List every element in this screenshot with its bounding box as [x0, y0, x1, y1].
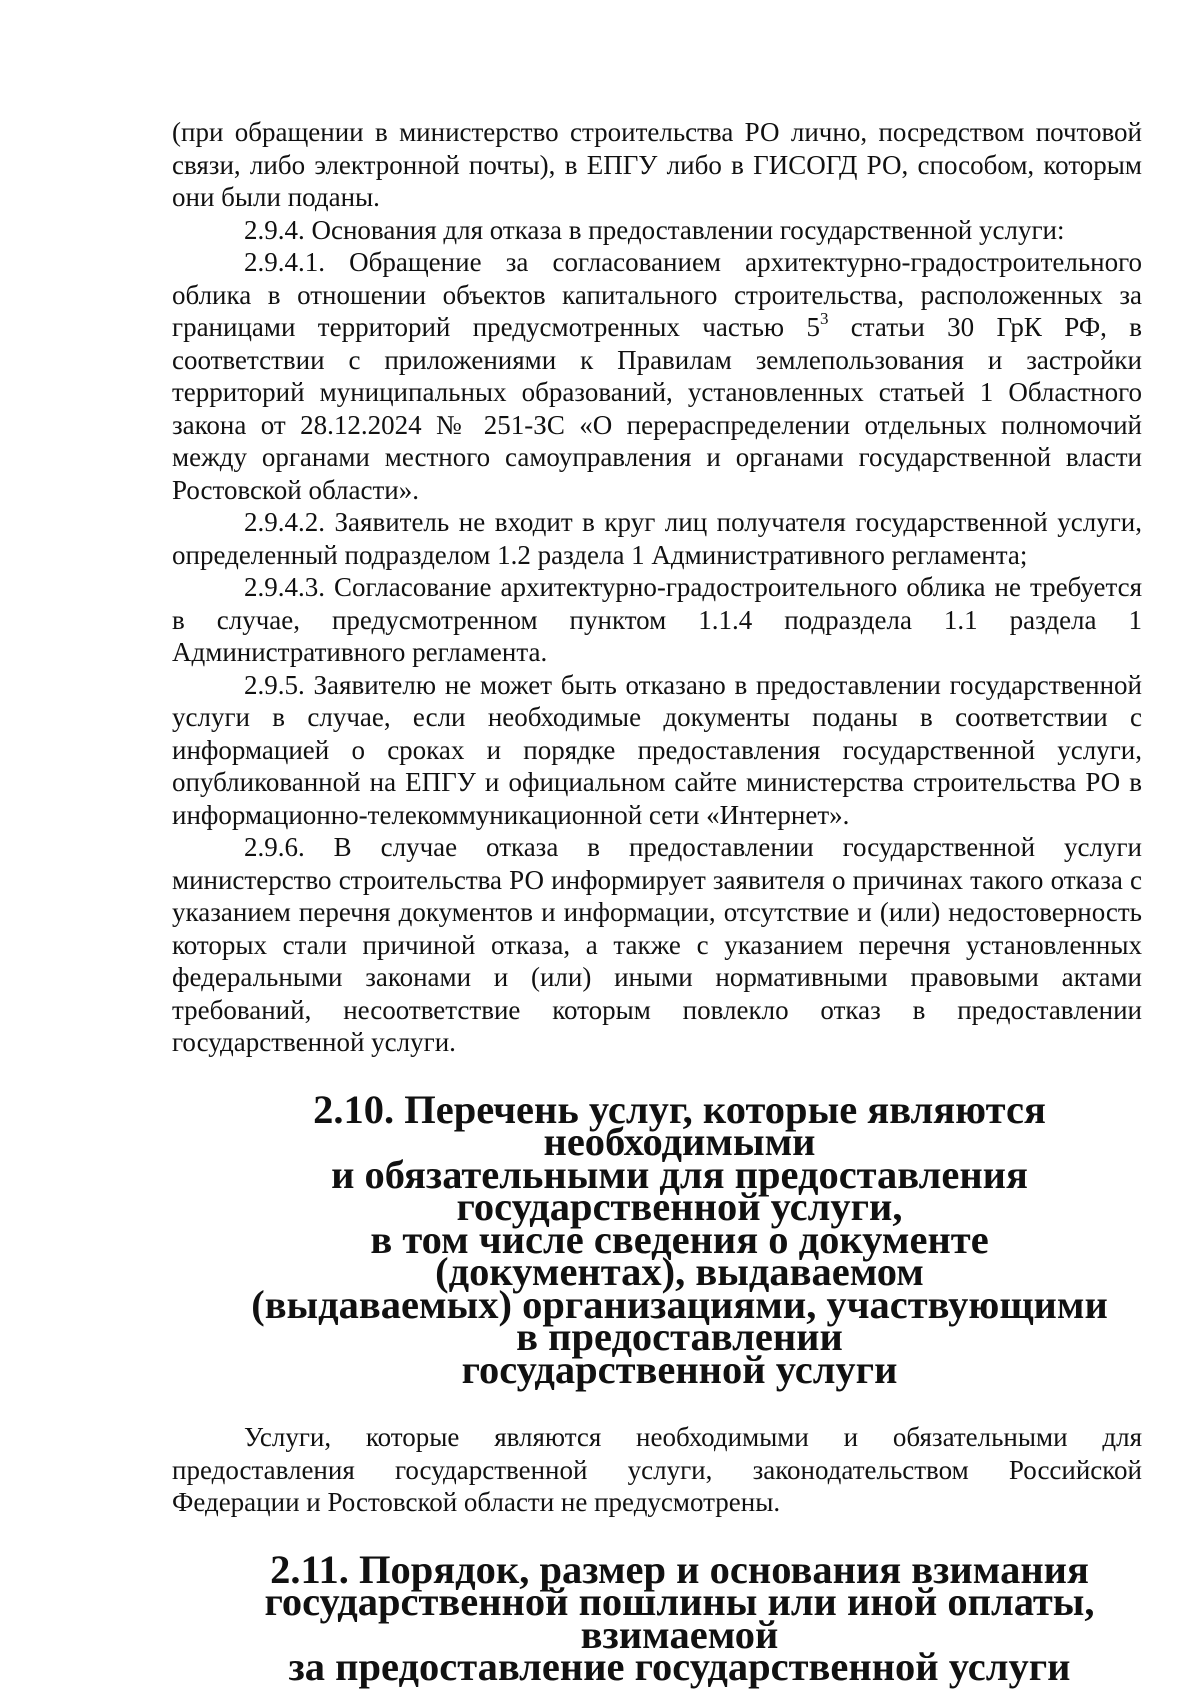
paragraph-2-9-5: 2.9.5. Заявителю не может быть отказано в предоставлении государственной услуги в случае, если необходимые документы поданы в соответствии с информацией о сроках и порядке предоставления государственной услуги, опубликованной на ЕПГУ и официальном сайте министерства строительства РО в информационно-телекоммуникационной сети «Интернет». [172, 669, 1142, 830]
paragraph-2-9-4-1-text-start: 2.9.4.1. Обращение за согласованием архитектурно-градостроительного облика в отношении объектов капитального строительства, расположенных за границами территорий предусмотренных частью 5 [172, 247, 1142, 342]
section-heading-2-10 [172, 1086, 1142, 1392]
paragraph-2-10-body: Услуги, которые являются необходимыми и обязательными для предоставления государственной услуги, законодательством Российской Федерации и Ростовской области не предусмотрены. [172, 1422, 1142, 1517]
heading-line: 2.10. Перечень услуг, которые являются необходимыми [313, 1086, 1046, 1164]
heading-line: и обязательными для предоставления государственной услуги, [331, 1151, 1028, 1229]
paragraph-2-9-6: 2.9.6. В случае отказа в предоставлении государственной услуги министерство строительства РО информирует заявителя о причинах такого отказа с указанием перечня документов и информации, отсутствие и (или) недостоверность которых стали причиной отказа, а также с указанием перечня установленных федеральными законами и (или) иными нормативными правовыми актами требований, несоответствие которым повлекло отказ в предоставлении государственной услуги. [172, 832, 1142, 1057]
section-heading-2-11 [172, 1546, 1142, 1689]
heading-line: 2.11. Порядок, размер и основания взимания [270, 1546, 1089, 1592]
superscript-part-number: 3 [819, 309, 829, 328]
paragraph-2-9-4-1-text-end: статьи 30 ГрК РФ, в соответствии с приложениями к Правилам землепользования и застройки территорий муниципальных образований, установленных статьей 1 Областного закона от 28.12.2024 № 251-ЗС «О перераспределении отдельных полномочий между органами местного самоуправления и органами государственной власти Ростовской области». [172, 312, 1143, 505]
paragraph-2-9-4-3: 2.9.4.3. Согласование архитектурно-градостроительного облика не требуется в случае, предусмотренном пунктом 1.1.4 подраздела 1.1 раздела 1 Административного регламента. [172, 572, 1142, 667]
heading-line: государственной услуги [461, 1346, 898, 1392]
paragraph-2-9-4-1 [172, 246, 1142, 506]
paragraph-2-9-4: 2.9.4. Основания для отказа в предоставлении государственной услуги: [244, 214, 1065, 245]
heading-line: в том числе сведения о документе (документах), выдаваемом [370, 1216, 989, 1294]
paragraph-2-9-4-2: 2.9.4.2. Заявитель не входит в круг лиц получателя государственной услуги, определенный подразделом 1.2 раздела 1 Административного регламента; [172, 507, 1142, 570]
document-body [172, 116, 1143, 1689]
heading-line: государственной пошлины или иной оплаты, взимаемой [264, 1579, 1095, 1657]
heading-line: за предоставление государственной услуги [288, 1644, 1071, 1689]
heading-line: (выдаваемых) организациями, участвующими в предоставлении [251, 1281, 1108, 1359]
paragraph-continuation: (при обращении в министерство строительства РО лично, посредством почтовой связи, либо электронной почты), в ЕПГУ либо в ГИСОГД РО, способом, которым они были поданы. [172, 117, 1142, 212]
